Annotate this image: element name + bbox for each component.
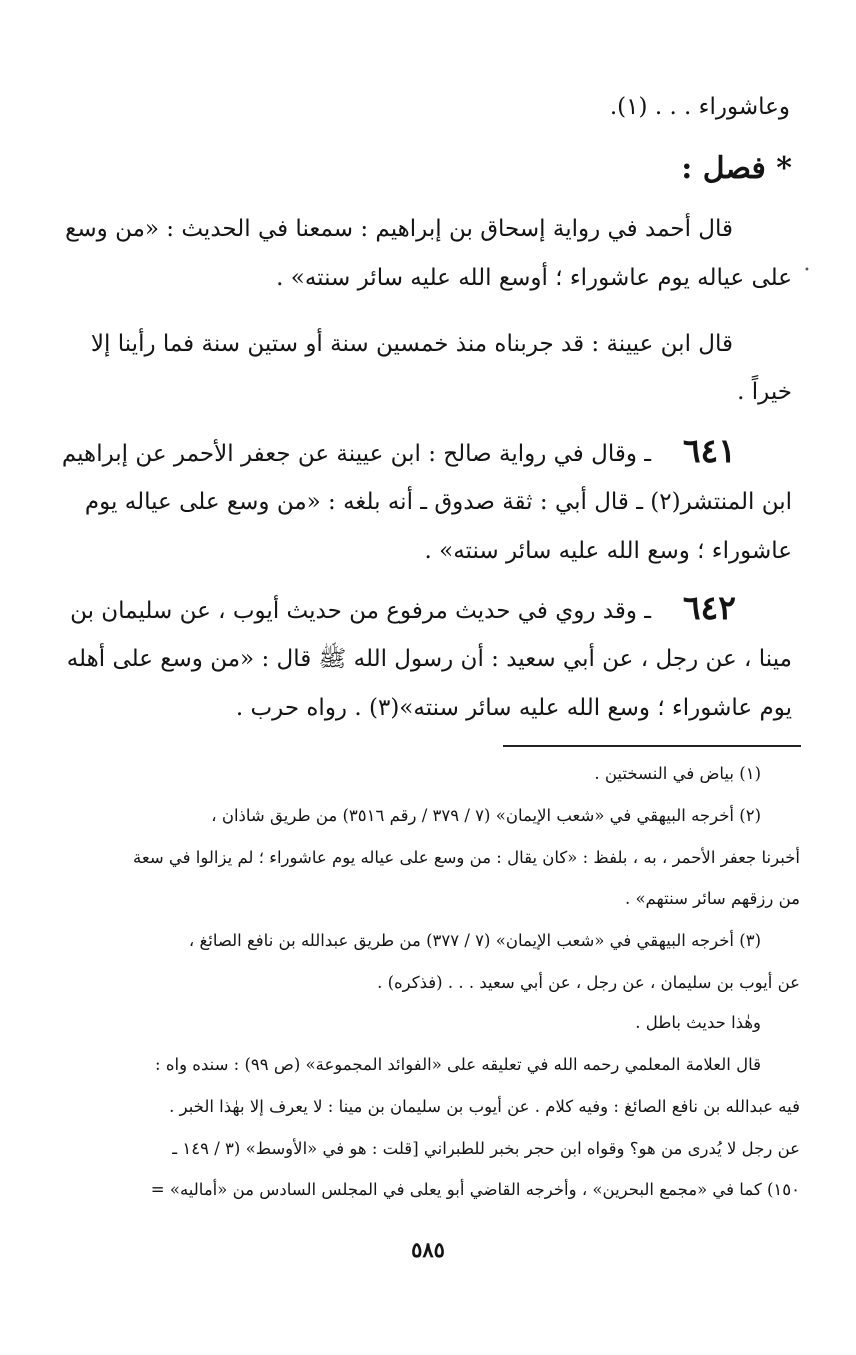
footnote-line: (١) بياض في النسختين .: [594, 764, 761, 783]
footnote-line: أخبرنا جعفر الأحمر ، به ، بلفظ : «كان يقال : من وسع على عياله يوم عاشوراء ؛ لم يزالوا في سعة: [133, 848, 800, 867]
text-line: قال ابن عيينة : قد جربناه منذ خمسين سنة أو ستين سنة فما رأينا إلا: [90, 331, 733, 357]
footnote-line: عن رجل لا يُدرى من هو؟ وقواه ابن حجر بخبر للطبراني [قلت : هو في «الأوسط» (٣ / ١٤٩ ـ: [172, 1139, 800, 1158]
footnote-line: وهٰذا حديث باطل .: [635, 1013, 761, 1032]
text-line: خيراً .: [737, 379, 792, 405]
footnote-line: عن أيوب بن سليمان ، عن رجل ، عن أبي سعيد . . . (فذكره) .: [377, 973, 800, 992]
page-number: ٥٨٥: [411, 1237, 445, 1262]
text-line: يوم عاشوراء ؛ وسع الله عليه سائر سنته»(٣) . رواه حرب .: [235, 695, 792, 721]
margin-dot: •: [804, 265, 810, 276]
text-line: ـ وقال في رواية صالح : ابن عيينة عن جعفر الأحمر عن إبراهيم: [61, 441, 651, 467]
footnote-line: ١٥٠) كما في «مجمع البحرين» ، وأخرجه القاضي أبو يعلى في المجلس السادس من «أماليه» =: [150, 1180, 800, 1199]
text-line: ـ وقد روي في حديث مرفوع من حديث أيوب ، عن سليمان بن: [70, 598, 651, 624]
footnote-line: (٣) أخرجه البيهقي في «شعب الإيمان» (٧ / ٣٧٧) من طريق عبدالله بن نافع الصائغ ،: [188, 931, 761, 950]
footnote-line: فيه عبدالله بن نافع الصائغ : وفيه كلام . عن أيوب بن سليمان بن مينا : لا يعرف إلا بهٰذا الخبر .: [169, 1097, 800, 1116]
text-line: قال أحمد في رواية إسحاق بن إبراهيم : سمعنا في الحديث : «من وسع: [65, 216, 733, 242]
entry-number: ٦٤١: [682, 431, 736, 470]
entry-number: ٦٤٢: [682, 588, 736, 627]
text-line: على عياله يوم عاشوراء ؛ أوسع الله عليه سائر سنته» .: [276, 265, 792, 291]
footnote-line: من رزقهم سائر سنتهم» .: [624, 889, 800, 908]
section-heading: * فصل :: [681, 151, 792, 186]
text-line: عاشوراء ؛ وسع الله عليه سائر سنته» .: [424, 538, 792, 564]
text-line: مينا ، عن رجل ، عن أبي سعيد : أن رسول الله ﷺ قال : «من وسع على أهله: [66, 646, 792, 672]
footnote-line: (٢) أخرجه البيهقي في «شعب الإيمان» (٧ / ٣٧٩ / رقم ٣٥١٦) من طريق شاذان ،: [211, 806, 761, 825]
footnote-separator: [503, 745, 801, 747]
text-line: وعاشوراء . . . (١).: [609, 94, 790, 120]
footnote-line: قال العلامة المعلمي رحمه الله في تعليقه على «الفوائد المجموعة» (ص ٩٩) : سنده واه :: [155, 1055, 761, 1074]
text-line: ابن المنتشر(٢) ـ قال أبي : ثقة صدوق ـ أنه بلغه : «من وسع على عياله يوم: [84, 489, 792, 515]
